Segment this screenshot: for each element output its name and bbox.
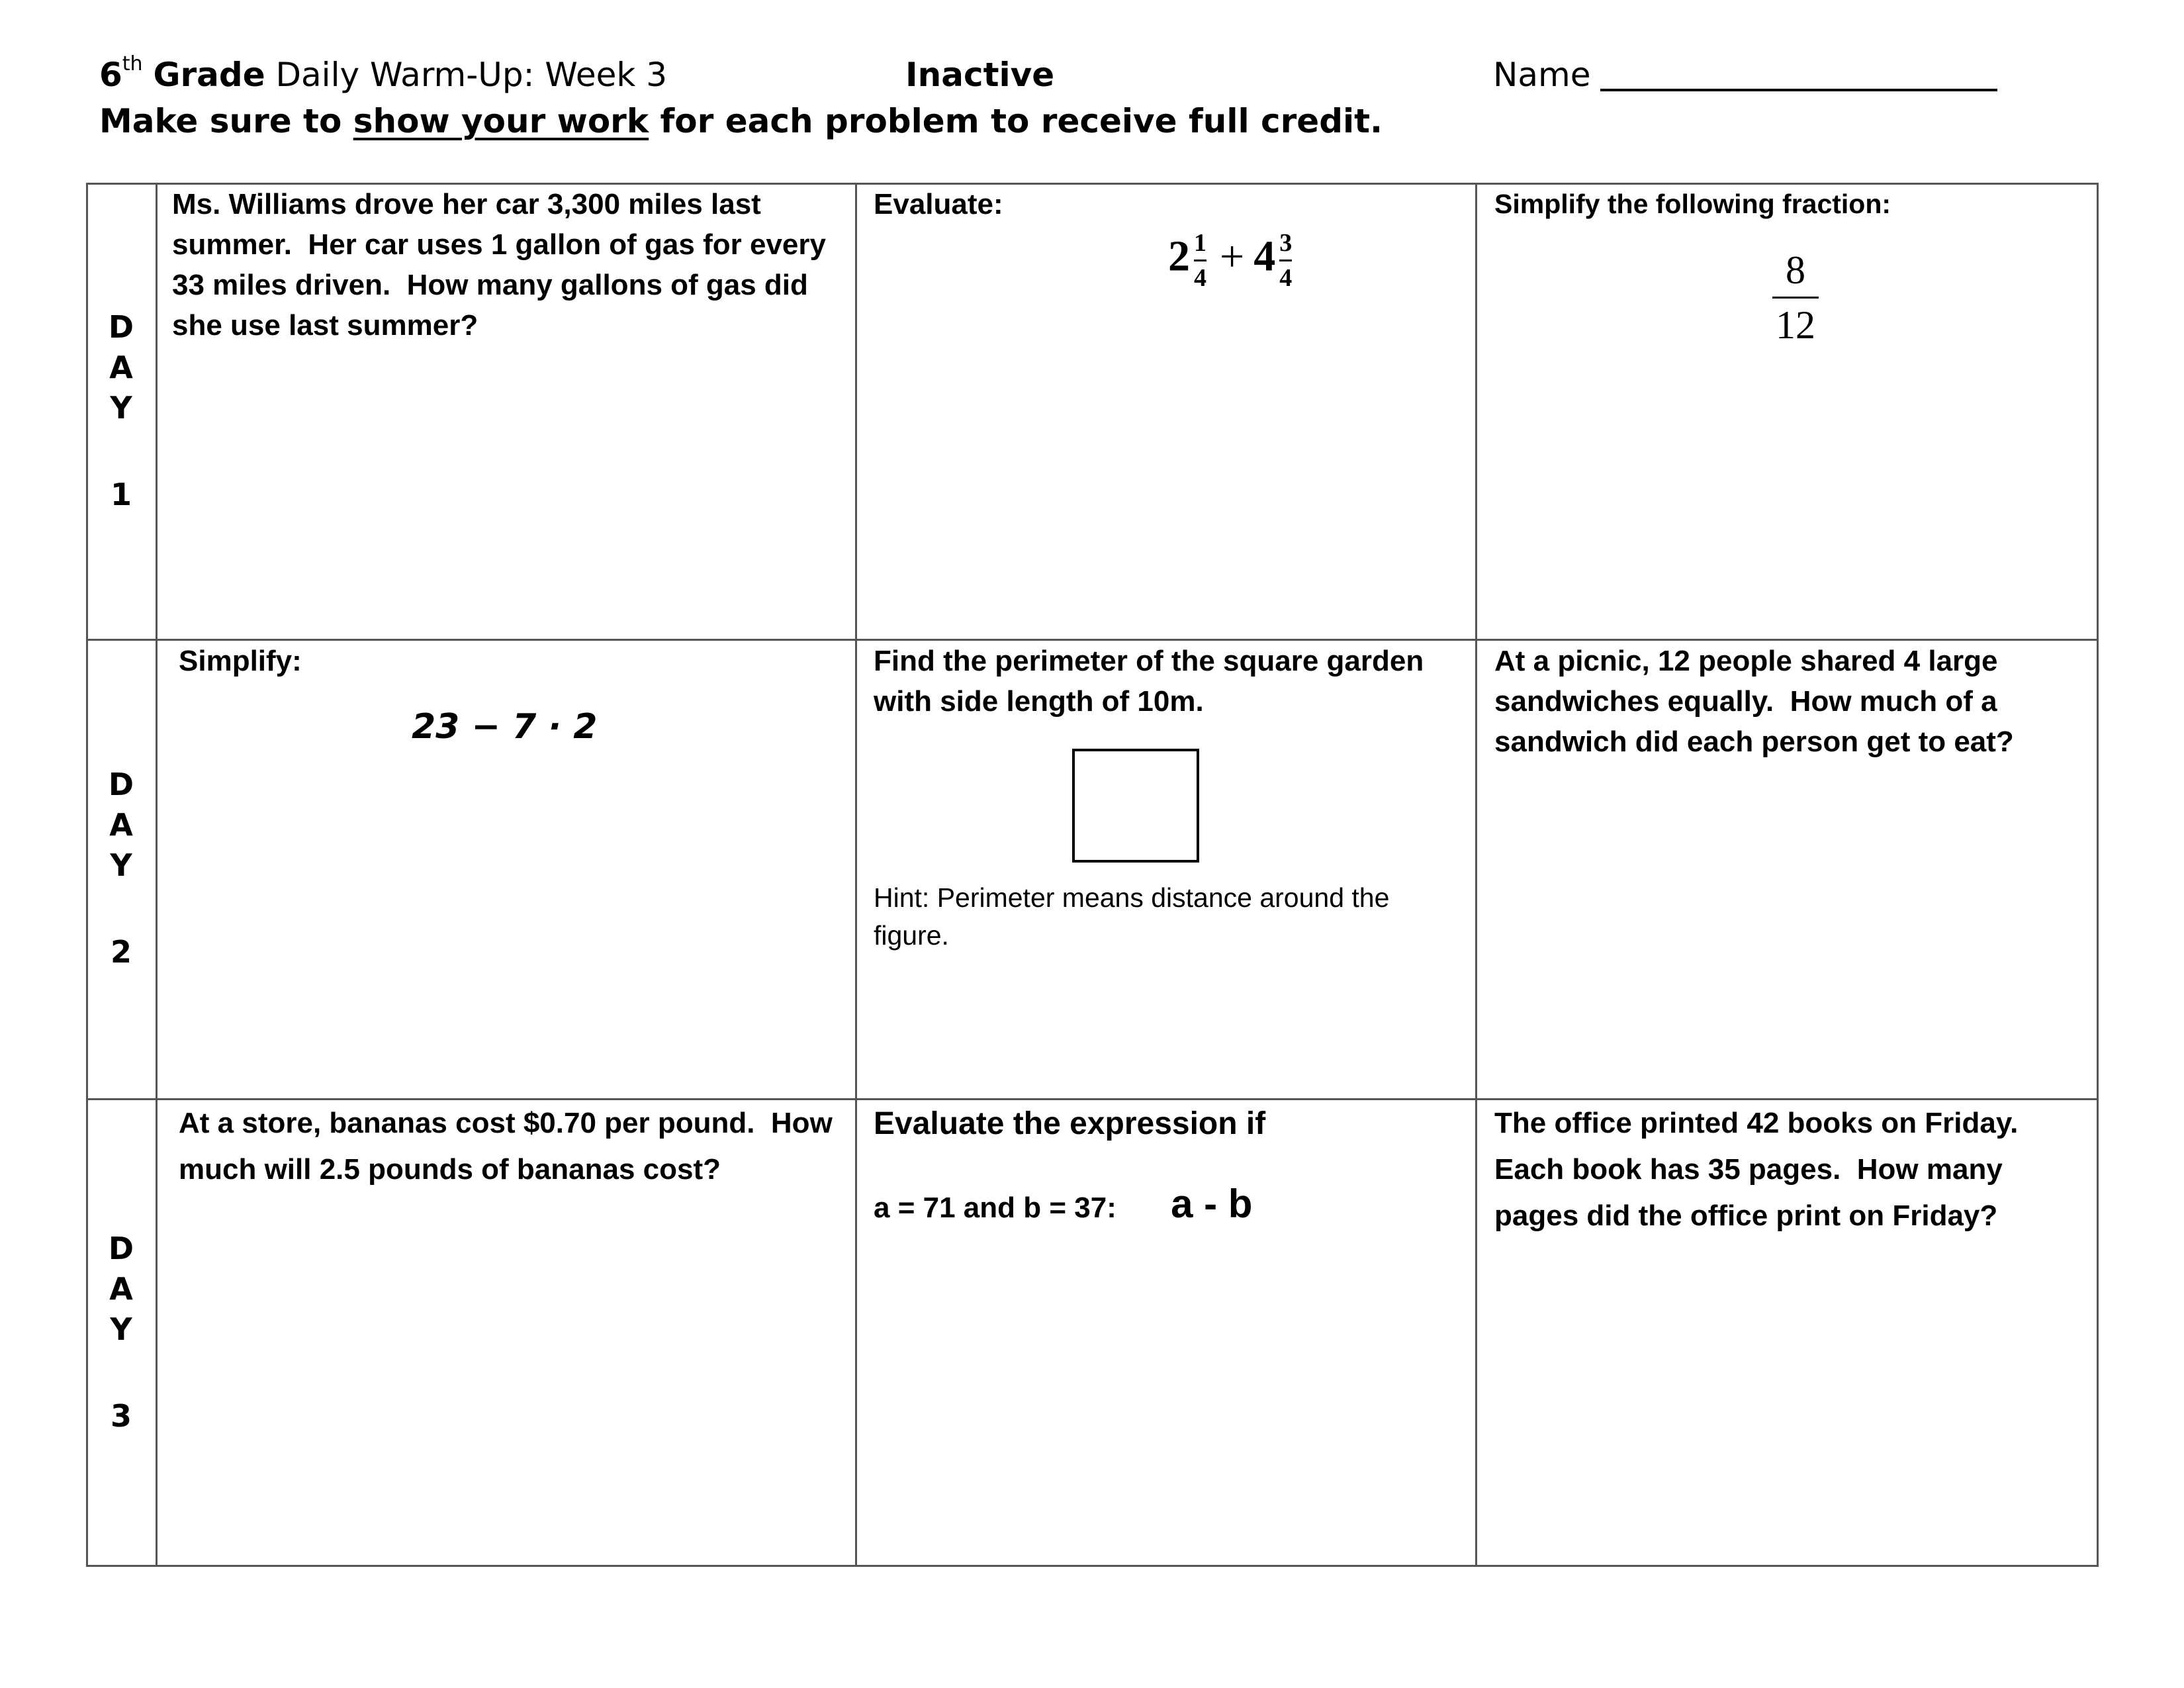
name-field [1493, 56, 1997, 94]
day-letter: Y [110, 847, 132, 883]
grid-line [855, 183, 857, 1567]
fraction-bar [1194, 259, 1206, 261]
day-letter: A [109, 350, 133, 385]
day-3-label [86, 1229, 156, 1436]
problem-text: Ms. Williams drove her car 3,300 miles last summer. Her car uses 1 gallon of gas for every 33 miles driven. How many gallons of gas did she use last summer? [172, 188, 835, 342]
whole-number: 4 [1253, 232, 1276, 281]
day1-problem3 [1494, 184, 2090, 347]
grade-superscript: th [122, 52, 143, 75]
fraction [1772, 250, 1819, 345]
variable-values-row [874, 1184, 1252, 1228]
day-number: 3 [110, 1398, 132, 1434]
instructions-post: for each problem to receive full credit. [660, 102, 1383, 140]
problem-text: Simplify the following fraction: [1494, 189, 1891, 219]
grid-line [2097, 183, 2099, 1567]
day-letter: A [109, 1271, 133, 1307]
square-garden-figure [1072, 749, 1199, 863]
denominator: 4 [1194, 264, 1206, 292]
math-expression: a - b [1171, 1182, 1253, 1226]
numerator: 8 [1786, 248, 1805, 292]
problem-text: Evaluate: [874, 188, 1003, 220]
numerator: 3 [1279, 229, 1293, 257]
plus-operator: + [1220, 232, 1245, 281]
hint-text: Hint: Perimeter means distance around the figure. [874, 882, 1390, 951]
grade-word: Grade [153, 56, 265, 94]
day-letter: Y [110, 1311, 132, 1347]
problem-text: At a store, bananas cost $0.70 per pound. How much will 2.5 pounds of bananas cost? [179, 1107, 841, 1186]
grid-line [1475, 183, 1477, 1567]
day3-problem3 [1494, 1100, 2090, 1239]
day-letter: D [108, 1231, 134, 1266]
day3-problem2 [874, 1100, 1463, 1226]
mixed-number-expression [1168, 230, 1296, 291]
instructions [99, 102, 1383, 140]
fraction [1194, 230, 1206, 291]
numerator: 1 [1194, 229, 1206, 257]
grade-number: 6 [99, 56, 122, 94]
whole-number: 2 [1168, 232, 1190, 281]
day1-problem1 [172, 184, 841, 346]
fraction [1279, 230, 1292, 291]
problem-text: The office printed 42 books on Friday. Each book has 35 pages. How many pages did the office print on Friday? [1494, 1107, 2026, 1232]
day-letter: Y [110, 390, 132, 426]
instructions-underlined: show your work [353, 102, 649, 140]
problem-text: Evaluate the expression if [874, 1106, 1266, 1141]
status-label: Inactive [905, 56, 1055, 94]
day-1-label [86, 307, 156, 515]
math-expression: 23 − 7 · 2 [412, 707, 598, 747]
problem-text: At a picnic, 12 people shared 4 large sandwiches equally. How much of a sandwich did each person get to eat? [1494, 645, 2014, 758]
day2-problem3 [1494, 641, 2090, 762]
title-rest: Daily Warm-Up: Week 3 [275, 56, 668, 94]
day3-problem1 [179, 1100, 841, 1193]
denominator: 4 [1279, 264, 1293, 292]
day-letter: D [108, 767, 134, 802]
instructions-pre: Make sure to [99, 102, 342, 140]
day-letter: D [108, 309, 134, 345]
name-label: Name [1493, 56, 1591, 94]
day-letter: A [109, 807, 133, 843]
worksheet-title [99, 52, 668, 94]
warmup-grid [86, 183, 2099, 1567]
day2-problem1 [179, 641, 841, 747]
problem-text: Find the perimeter of the square garden with side length of 10m. [874, 645, 1432, 718]
day-number: 2 [110, 934, 132, 970]
variable-values: a = 71 and b = 37: [874, 1192, 1116, 1224]
fraction-bar [1772, 297, 1819, 299]
denominator: 12 [1776, 303, 1815, 347]
day-2-label [86, 765, 156, 972]
name-blank-line[interactable] [1600, 60, 1997, 91]
fraction-bar [1279, 259, 1292, 261]
grid-line [86, 1565, 2099, 1567]
problem-text: Simplify: [179, 645, 302, 677]
day1-problem2 [874, 184, 1463, 292]
day-number: 1 [110, 477, 132, 512]
day2-problem2 [874, 641, 1463, 951]
